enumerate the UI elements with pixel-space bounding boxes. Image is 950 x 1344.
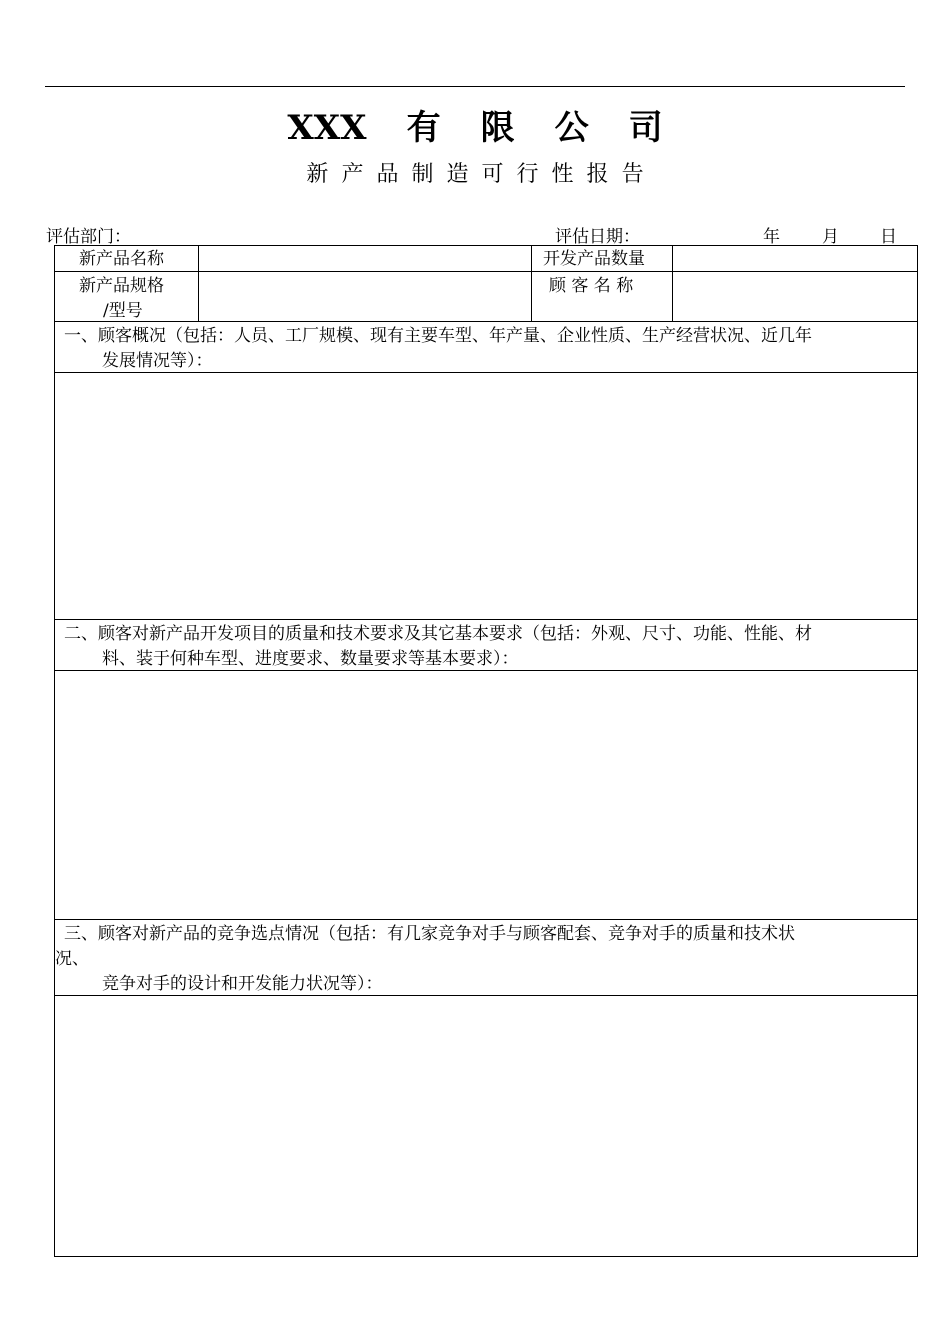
subtitle-char: 可 xyxy=(481,162,504,187)
customer-name-label: 顾 客 名 称 xyxy=(549,276,634,296)
title-part: 有 xyxy=(406,108,441,148)
section-3-heading: 三、顾客对新产品的竞争选点情况（包括：有几家竞争对手与顾客配套、竞争对手的质量和技术状 xyxy=(64,924,795,944)
eval-date-label: 评估日期： xyxy=(555,227,640,247)
title-part: 限 xyxy=(480,108,515,148)
section-1-content-area[interactable] xyxy=(55,373,917,619)
subtitle-char: 新 xyxy=(306,162,329,187)
product-name-label: 新产品名称 xyxy=(79,249,164,269)
header-rule xyxy=(45,86,905,87)
subtitle-char: 造 xyxy=(446,162,469,187)
date-day-label: 日 xyxy=(880,227,897,247)
report-subtitle xyxy=(0,157,950,188)
section-3-content-area[interactable] xyxy=(55,996,917,1256)
company-title xyxy=(0,100,950,149)
row-divider xyxy=(55,619,917,620)
section-quality-requirements xyxy=(64,622,912,672)
row-divider xyxy=(55,321,917,322)
section-3-heading-cont2: 竞争对手的设计和开发能力状况等）： xyxy=(102,974,383,994)
section-competition xyxy=(55,922,912,997)
spec-label: 新产品规格 xyxy=(79,276,164,296)
section-2-content-area[interactable] xyxy=(55,671,917,919)
title-part: 公 xyxy=(554,108,589,148)
subtitle-char: 报 xyxy=(586,162,609,187)
report-form xyxy=(54,245,918,1257)
spec-field[interactable] xyxy=(199,272,530,320)
date-year-label: 年 xyxy=(763,227,780,247)
dev-quantity-label: 开发产品数量 xyxy=(543,249,645,269)
subtitle-char: 品 xyxy=(376,162,399,187)
eval-dept-label: 评估部门： xyxy=(46,227,131,247)
section-2-heading-cont: 料、装于何种车型、进度要求、数量要求等基本要求）： xyxy=(102,649,519,669)
title-part: 司 xyxy=(628,108,663,148)
subtitle-char: 告 xyxy=(621,162,644,187)
subtitle-char: 性 xyxy=(551,162,574,187)
dev-quantity-field[interactable] xyxy=(673,247,917,271)
section-1-heading-cont: 发展情况等）： xyxy=(102,351,213,371)
subtitle-char: 行 xyxy=(516,162,539,187)
section-1-heading: 一、顾客概况（包括：人员、工厂规模、现有主要车型、年产量、企业性质、生产经营状况、近几年 xyxy=(64,326,812,346)
title-part: XXX xyxy=(287,108,367,148)
customer-name-field[interactable] xyxy=(673,272,917,320)
section-3-heading-cont: 况、 xyxy=(55,949,89,969)
subtitle-char: 制 xyxy=(411,162,434,187)
section-2-heading: 二、顾客对新产品开发项目的质量和技术要求及其它基本要求（包括：外观、尺寸、功能、性能、材 xyxy=(64,624,812,644)
spec-label-model: /型号 xyxy=(103,301,143,321)
subtitle-char: 产 xyxy=(341,162,364,187)
date-month-label: 月 xyxy=(822,227,839,247)
section-customer-overview xyxy=(64,324,912,374)
row-divider xyxy=(55,919,917,920)
